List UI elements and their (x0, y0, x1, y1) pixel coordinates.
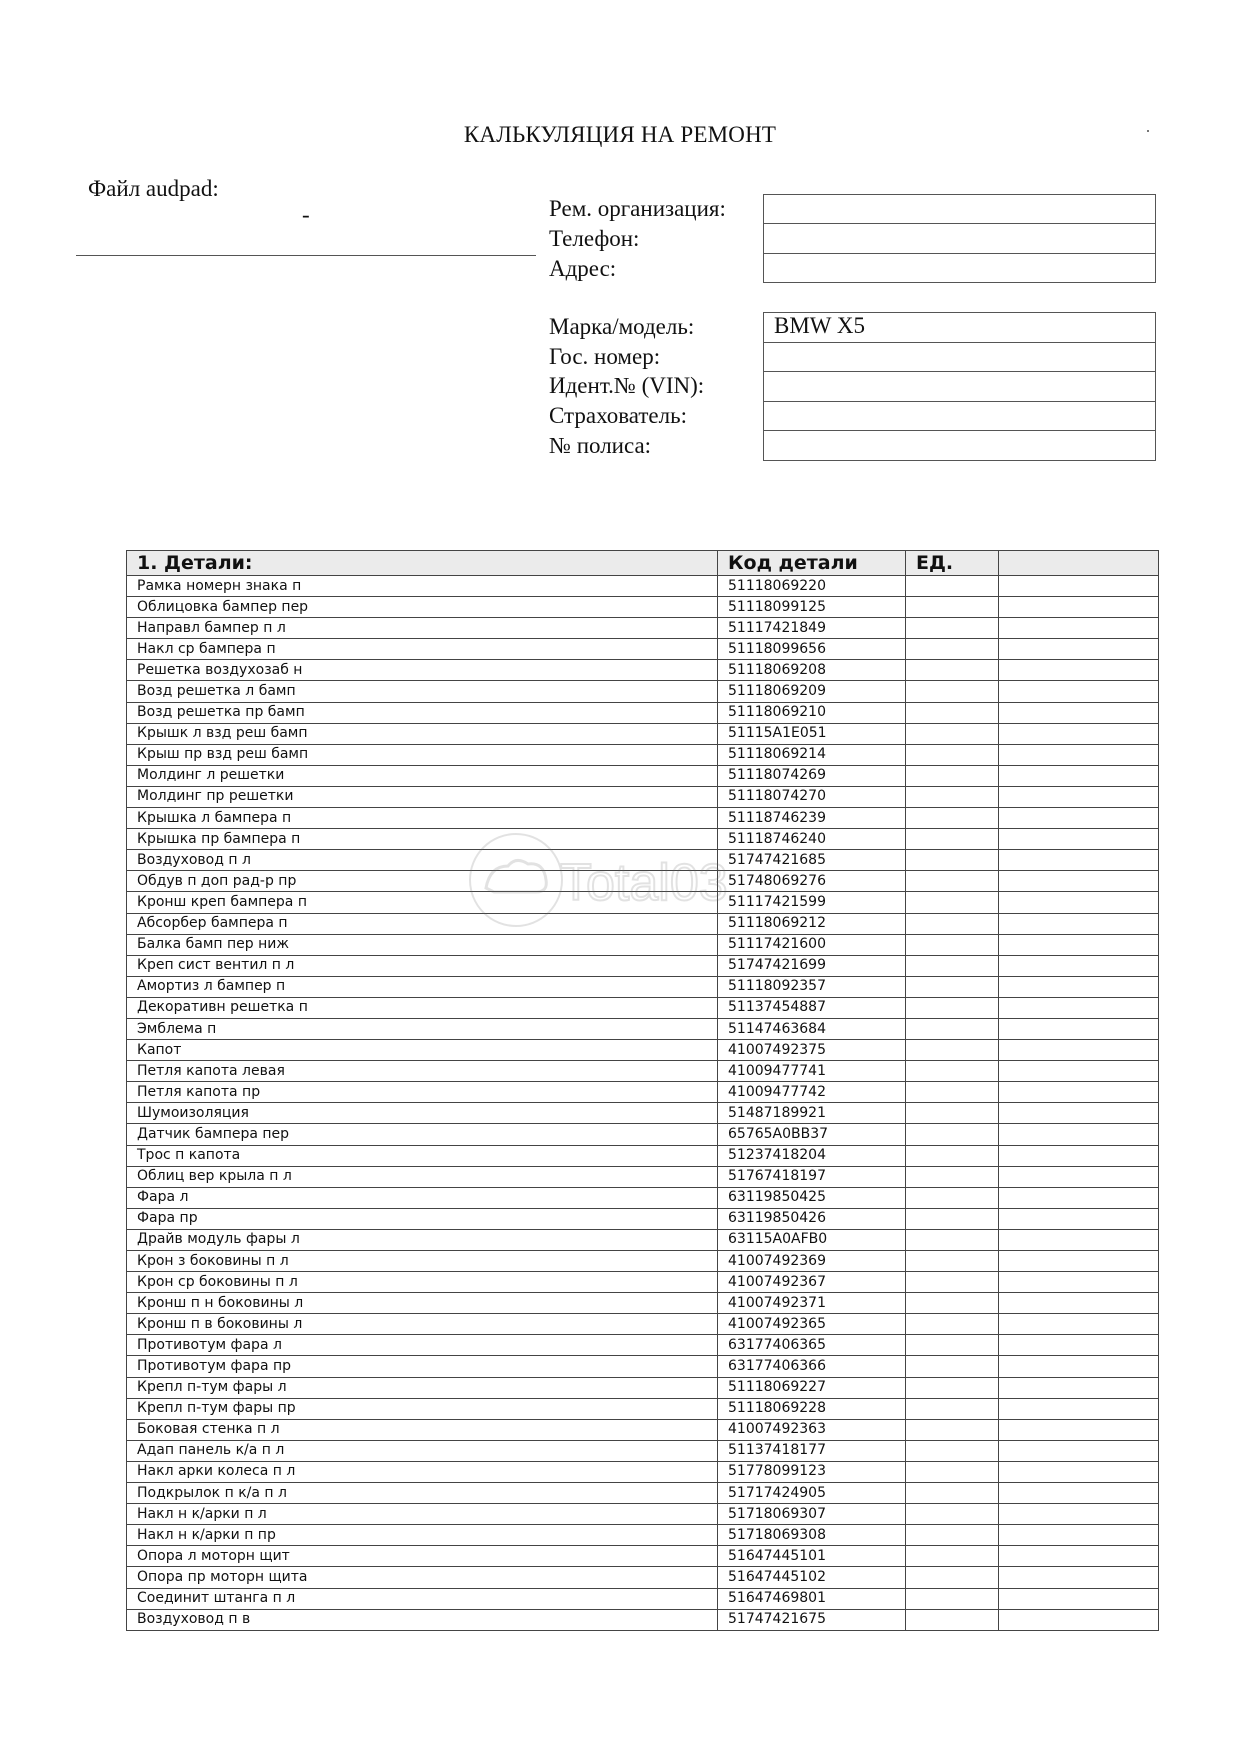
table-row (127, 597, 1159, 618)
part-code-cell: 51487189921 (718, 1103, 906, 1124)
part-name-cell: Направл бампер п л (127, 618, 718, 639)
part-code-cell: 51118069228 (718, 1398, 906, 1419)
table-row (127, 723, 1159, 744)
part-code-cell: 51118069214 (718, 744, 906, 765)
part-name-cell: Датчик бампера пер (127, 1124, 718, 1145)
extra-cell (999, 681, 1159, 702)
part-code-cell: 51118092357 (718, 976, 906, 997)
extra-cell (999, 576, 1159, 597)
part-name-cell: Подкрылок п к/а п л (127, 1483, 718, 1504)
make-model-field[interactable]: BMW X5 (763, 312, 1156, 343)
extra-cell (999, 1567, 1159, 1588)
extra-cell (999, 997, 1159, 1018)
part-code-cell: 51118069209 (718, 681, 906, 702)
extra-cell (999, 618, 1159, 639)
extra-cell (999, 1314, 1159, 1335)
unit-cell (906, 660, 999, 681)
table-row (127, 1483, 1159, 1504)
file-underline (76, 255, 536, 256)
table-row (127, 1525, 1159, 1546)
table-row (127, 913, 1159, 934)
unit-cell (906, 1251, 999, 1272)
part-code-cell: 41007492363 (718, 1419, 906, 1440)
extra-cell (999, 1398, 1159, 1419)
extra-cell (999, 639, 1159, 660)
extra-cell (999, 1040, 1159, 1061)
extra-cell (999, 1082, 1159, 1103)
col-header-part-code: Код детали (718, 551, 906, 576)
table-row (127, 744, 1159, 765)
part-code-cell: 63119850426 (718, 1208, 906, 1229)
extra-cell (999, 1124, 1159, 1145)
extra-cell (999, 1461, 1159, 1482)
table-row (127, 1588, 1159, 1609)
table-row (127, 871, 1159, 892)
part-code-cell: 51647445101 (718, 1546, 906, 1567)
part-name-cell: Рамка номерн знака п (127, 576, 718, 597)
part-name-cell: Крепл п-тум фары л (127, 1377, 718, 1398)
table-row (127, 786, 1159, 807)
part-name-cell: Решетка воздухозаб н (127, 660, 718, 681)
col-header-unit: ЕД. (906, 551, 999, 576)
unit-cell (906, 1229, 999, 1250)
part-name-cell: Возд решетка пр бамп (127, 702, 718, 723)
part-code-cell: 51118069227 (718, 1377, 906, 1398)
table-row (127, 1103, 1159, 1124)
extra-cell (999, 1504, 1159, 1525)
part-code-cell: 65765A0BB37 (718, 1124, 906, 1145)
extra-cell (999, 1103, 1159, 1124)
table-row (127, 1082, 1159, 1103)
part-name-cell: Фара пр (127, 1208, 718, 1229)
table-row (127, 1504, 1159, 1525)
unit-cell (906, 1061, 999, 1082)
part-name-cell: Балка бамп пер ниж (127, 934, 718, 955)
col-header-parts: 1. Детали: (127, 551, 718, 576)
part-code-cell: 51647445102 (718, 1567, 906, 1588)
unit-cell (906, 639, 999, 660)
extra-cell (999, 1609, 1159, 1630)
policy-field[interactable] (763, 430, 1156, 461)
part-code-cell: 41007492369 (718, 1251, 906, 1272)
unit-cell (906, 1124, 999, 1145)
table-row (127, 934, 1159, 955)
unit-cell (906, 723, 999, 744)
file-value: - (302, 202, 310, 227)
part-code-cell: 51118074269 (718, 765, 906, 786)
table-row (127, 976, 1159, 997)
unit-cell (906, 1103, 999, 1124)
extra-cell (999, 1525, 1159, 1546)
extra-cell (999, 934, 1159, 955)
table-row (127, 1145, 1159, 1166)
phone-label: Телефон: (549, 226, 640, 251)
phone-field[interactable] (763, 223, 1156, 254)
table-row (127, 1040, 1159, 1061)
table-row (127, 1377, 1159, 1398)
scan-speck (1147, 130, 1149, 132)
unit-cell (906, 1145, 999, 1166)
part-name-cell: Возд решетка л бамп (127, 681, 718, 702)
extra-cell (999, 1588, 1159, 1609)
part-code-cell: 51747421675 (718, 1609, 906, 1630)
table-row (127, 660, 1159, 681)
vin-label: Идент.№ (VIN): (549, 373, 705, 398)
file-label: Файл audpad: (88, 176, 219, 201)
unit-cell (906, 681, 999, 702)
extra-cell (999, 976, 1159, 997)
part-code-cell: 51748069276 (718, 871, 906, 892)
unit-cell (906, 829, 999, 850)
table-row (127, 1061, 1159, 1082)
col-header-extra (999, 551, 1159, 576)
part-code-cell: 51118099125 (718, 597, 906, 618)
extra-cell (999, 850, 1159, 871)
extra-cell (999, 786, 1159, 807)
part-name-cell: Драйв модуль фары л (127, 1229, 718, 1250)
part-code-cell: 51118074270 (718, 786, 906, 807)
unit-cell (906, 1040, 999, 1061)
part-name-cell: Боковая стенка п л (127, 1419, 718, 1440)
make-model-label: Марка/модель: (549, 314, 695, 339)
unit-cell (906, 1356, 999, 1377)
part-name-cell: Обдув п доп рад-р пр (127, 871, 718, 892)
table-row (127, 808, 1159, 829)
part-name-cell: Воздуховод п л (127, 850, 718, 871)
extra-cell (999, 1229, 1159, 1250)
unit-cell (906, 1440, 999, 1461)
extra-cell (999, 1272, 1159, 1293)
part-name-cell: Крон ср боковины п л (127, 1272, 718, 1293)
extra-cell (999, 1483, 1159, 1504)
extra-cell (999, 702, 1159, 723)
unit-cell (906, 597, 999, 618)
extra-cell (999, 1166, 1159, 1187)
unit-cell (906, 576, 999, 597)
unit-cell (906, 913, 999, 934)
part-name-cell: Накл н к/арки п пр (127, 1525, 718, 1546)
part-code-cell: 41007492375 (718, 1040, 906, 1061)
part-code-cell: 51747421699 (718, 955, 906, 976)
unit-cell (906, 850, 999, 871)
unit-cell (906, 1504, 999, 1525)
part-name-cell: Адап панель к/а п л (127, 1440, 718, 1461)
unit-cell (906, 808, 999, 829)
part-code-cell: 51137418177 (718, 1440, 906, 1461)
part-code-cell: 51718069307 (718, 1504, 906, 1525)
unit-cell (906, 1483, 999, 1504)
part-name-cell: Крышка л бампера п (127, 808, 718, 829)
unit-cell (906, 1461, 999, 1482)
unit-cell (906, 1419, 999, 1440)
unit-cell (906, 1208, 999, 1229)
extra-cell (999, 765, 1159, 786)
part-name-cell: Соединит штанга п л (127, 1588, 718, 1609)
part-code-cell: 51118069212 (718, 913, 906, 934)
part-name-cell: Капот (127, 1040, 718, 1061)
part-code-cell: 51147463684 (718, 1018, 906, 1039)
table-row (127, 702, 1159, 723)
extra-cell (999, 808, 1159, 829)
part-name-cell: Накл ср бампера п (127, 639, 718, 660)
part-name-cell: Облиц вер крыла п л (127, 1166, 718, 1187)
part-code-cell: 41007492371 (718, 1293, 906, 1314)
part-name-cell: Крыш пр взд реш бамп (127, 744, 718, 765)
extra-cell (999, 1356, 1159, 1377)
unit-cell (906, 1272, 999, 1293)
insured-label: Страхователь: (549, 403, 687, 428)
part-code-cell: 41009477742 (718, 1082, 906, 1103)
part-name-cell: Креп сист вентил п л (127, 955, 718, 976)
unit-cell (906, 1187, 999, 1208)
extra-cell (999, 723, 1159, 744)
part-name-cell: Противотум фара пр (127, 1356, 718, 1377)
part-code-cell: 51118099656 (718, 639, 906, 660)
part-name-cell: Крышка пр бампера п (127, 829, 718, 850)
part-code-cell: 41009477741 (718, 1061, 906, 1082)
table-row (127, 997, 1159, 1018)
part-code-cell: 51117421599 (718, 892, 906, 913)
part-name-cell: Воздуховод п в (127, 1609, 718, 1630)
extra-cell (999, 1335, 1159, 1356)
part-code-cell: 51237418204 (718, 1145, 906, 1166)
address-field[interactable] (763, 253, 1156, 283)
extra-cell (999, 1546, 1159, 1567)
table-row (127, 1293, 1159, 1314)
extra-cell (999, 1187, 1159, 1208)
unit-cell (906, 1398, 999, 1419)
table-row (127, 1251, 1159, 1272)
part-code-cell: 51117421600 (718, 934, 906, 955)
part-name-cell: Эмблема п (127, 1018, 718, 1039)
part-name-cell: Молдинг л решетки (127, 765, 718, 786)
part-name-cell: Фара л (127, 1187, 718, 1208)
part-name-cell: Декоративн решетка п (127, 997, 718, 1018)
table-row (127, 618, 1159, 639)
unit-cell (906, 892, 999, 913)
part-code-cell: 51115A1E051 (718, 723, 906, 744)
table-row (127, 1272, 1159, 1293)
extra-cell (999, 1377, 1159, 1398)
part-name-cell: Накл н к/арки п л (127, 1504, 718, 1525)
part-code-cell: 41007492367 (718, 1272, 906, 1293)
part-name-cell: Противотум фара л (127, 1335, 718, 1356)
part-code-cell: 63119850425 (718, 1187, 906, 1208)
unit-cell (906, 786, 999, 807)
unit-cell (906, 765, 999, 786)
extra-cell (999, 660, 1159, 681)
extra-cell (999, 1293, 1159, 1314)
repair-org-field[interactable] (763, 194, 1156, 224)
table-row (127, 850, 1159, 871)
extra-cell (999, 597, 1159, 618)
extra-cell (999, 1208, 1159, 1229)
part-code-cell: 51118069220 (718, 576, 906, 597)
table-row (127, 1166, 1159, 1187)
unit-cell (906, 618, 999, 639)
part-name-cell: Опора пр моторн щита (127, 1567, 718, 1588)
part-name-cell: Крышк л взд реш бамп (127, 723, 718, 744)
part-code-cell: 63177406365 (718, 1335, 906, 1356)
part-name-cell: Кронш п в боковины л (127, 1314, 718, 1335)
parts-table (126, 550, 1159, 1631)
part-name-cell: Трос п капота (127, 1145, 718, 1166)
table-row (127, 1419, 1159, 1440)
repair-org-label: Рем. организация: (549, 196, 726, 221)
unit-cell (906, 934, 999, 955)
unit-cell (906, 1567, 999, 1588)
part-code-cell: 51747421685 (718, 850, 906, 871)
table-row (127, 639, 1159, 660)
unit-cell (906, 702, 999, 723)
table-row (127, 1208, 1159, 1229)
unit-cell (906, 1525, 999, 1546)
table-row (127, 1567, 1159, 1588)
part-code-cell: 63177406366 (718, 1356, 906, 1377)
unit-cell (906, 955, 999, 976)
part-code-cell: 51717424905 (718, 1483, 906, 1504)
watermark-text: Total03 (560, 854, 728, 912)
table-row (127, 1609, 1159, 1630)
vin-field[interactable] (763, 371, 1156, 402)
part-name-cell: Крон з боковины п л (127, 1251, 718, 1272)
table-row (127, 1440, 1159, 1461)
table-row (127, 1398, 1159, 1419)
part-code-cell: 51778099123 (718, 1461, 906, 1482)
table-header-row (127, 551, 1159, 576)
unit-cell (906, 1588, 999, 1609)
part-code-cell: 51718069308 (718, 1525, 906, 1546)
unit-cell (906, 1335, 999, 1356)
part-code-cell: 41007492365 (718, 1314, 906, 1335)
part-name-cell: Молдинг пр решетки (127, 786, 718, 807)
table-row (127, 829, 1159, 850)
policy-label: № полиса: (549, 433, 652, 458)
part-name-cell: Кронш креп бампера п (127, 892, 718, 913)
part-code-cell: 51117421849 (718, 618, 906, 639)
extra-cell (999, 744, 1159, 765)
table-row (127, 1335, 1159, 1356)
extra-cell (999, 829, 1159, 850)
unit-cell (906, 1082, 999, 1103)
unit-cell (906, 1314, 999, 1335)
part-name-cell: Облицовка бампер пер (127, 597, 718, 618)
table-row (127, 1356, 1159, 1377)
table-row (127, 1229, 1159, 1250)
extra-cell (999, 913, 1159, 934)
table-row (127, 1314, 1159, 1335)
unit-cell (906, 997, 999, 1018)
part-code-cell: 63115A0AFB0 (718, 1229, 906, 1250)
parts-table-body (127, 576, 1159, 1631)
part-name-cell: Абсорбер бампера п (127, 913, 718, 934)
address-label: Адрес: (549, 256, 617, 281)
part-name-cell: Крепл п-тум фары пр (127, 1398, 718, 1419)
extra-cell (999, 1251, 1159, 1272)
extra-cell (999, 1419, 1159, 1440)
part-name-cell: Накл арки колеса п л (127, 1461, 718, 1482)
unit-cell (906, 1293, 999, 1314)
part-code-cell: 51118746240 (718, 829, 906, 850)
unit-cell (906, 976, 999, 997)
unit-cell (906, 744, 999, 765)
table-row (127, 576, 1159, 597)
unit-cell (906, 1166, 999, 1187)
table-row (127, 1018, 1159, 1039)
extra-cell (999, 1061, 1159, 1082)
unit-cell (906, 871, 999, 892)
plate-label: Гос. номер: (549, 344, 661, 369)
part-code-cell: 51118069210 (718, 702, 906, 723)
part-name-cell: Петля капота левая (127, 1061, 718, 1082)
table-row (127, 955, 1159, 976)
table-row (127, 765, 1159, 786)
unit-cell (906, 1546, 999, 1567)
part-name-cell: Опора л моторн щит (127, 1546, 718, 1567)
table-row (127, 1461, 1159, 1482)
extra-cell (999, 1440, 1159, 1461)
plate-field[interactable] (763, 342, 1156, 372)
table-row (127, 1124, 1159, 1145)
part-name-cell: Петля капота пр (127, 1082, 718, 1103)
extra-cell (999, 1018, 1159, 1039)
unit-cell (906, 1377, 999, 1398)
table-row (127, 681, 1159, 702)
part-name-cell: Амортиз л бампер п (127, 976, 718, 997)
extra-cell (999, 955, 1159, 976)
extra-cell (999, 1145, 1159, 1166)
part-code-cell: 51118069208 (718, 660, 906, 681)
part-code-cell: 51118746239 (718, 808, 906, 829)
part-code-cell: 51137454887 (718, 997, 906, 1018)
table-row (127, 1187, 1159, 1208)
part-code-cell: 51767418197 (718, 1166, 906, 1187)
unit-cell (906, 1018, 999, 1039)
extra-cell (999, 871, 1159, 892)
part-name-cell: Шумоизоляция (127, 1103, 718, 1124)
insured-field[interactable] (763, 401, 1156, 431)
table-row (127, 1546, 1159, 1567)
table-row (127, 892, 1159, 913)
part-code-cell: 51647469801 (718, 1588, 906, 1609)
part-name-cell: Кронш п н боковины л (127, 1293, 718, 1314)
page-title: КАЛЬКУЛЯЦИЯ НА РЕМОНТ (463, 122, 777, 147)
extra-cell (999, 892, 1159, 913)
unit-cell (906, 1609, 999, 1630)
